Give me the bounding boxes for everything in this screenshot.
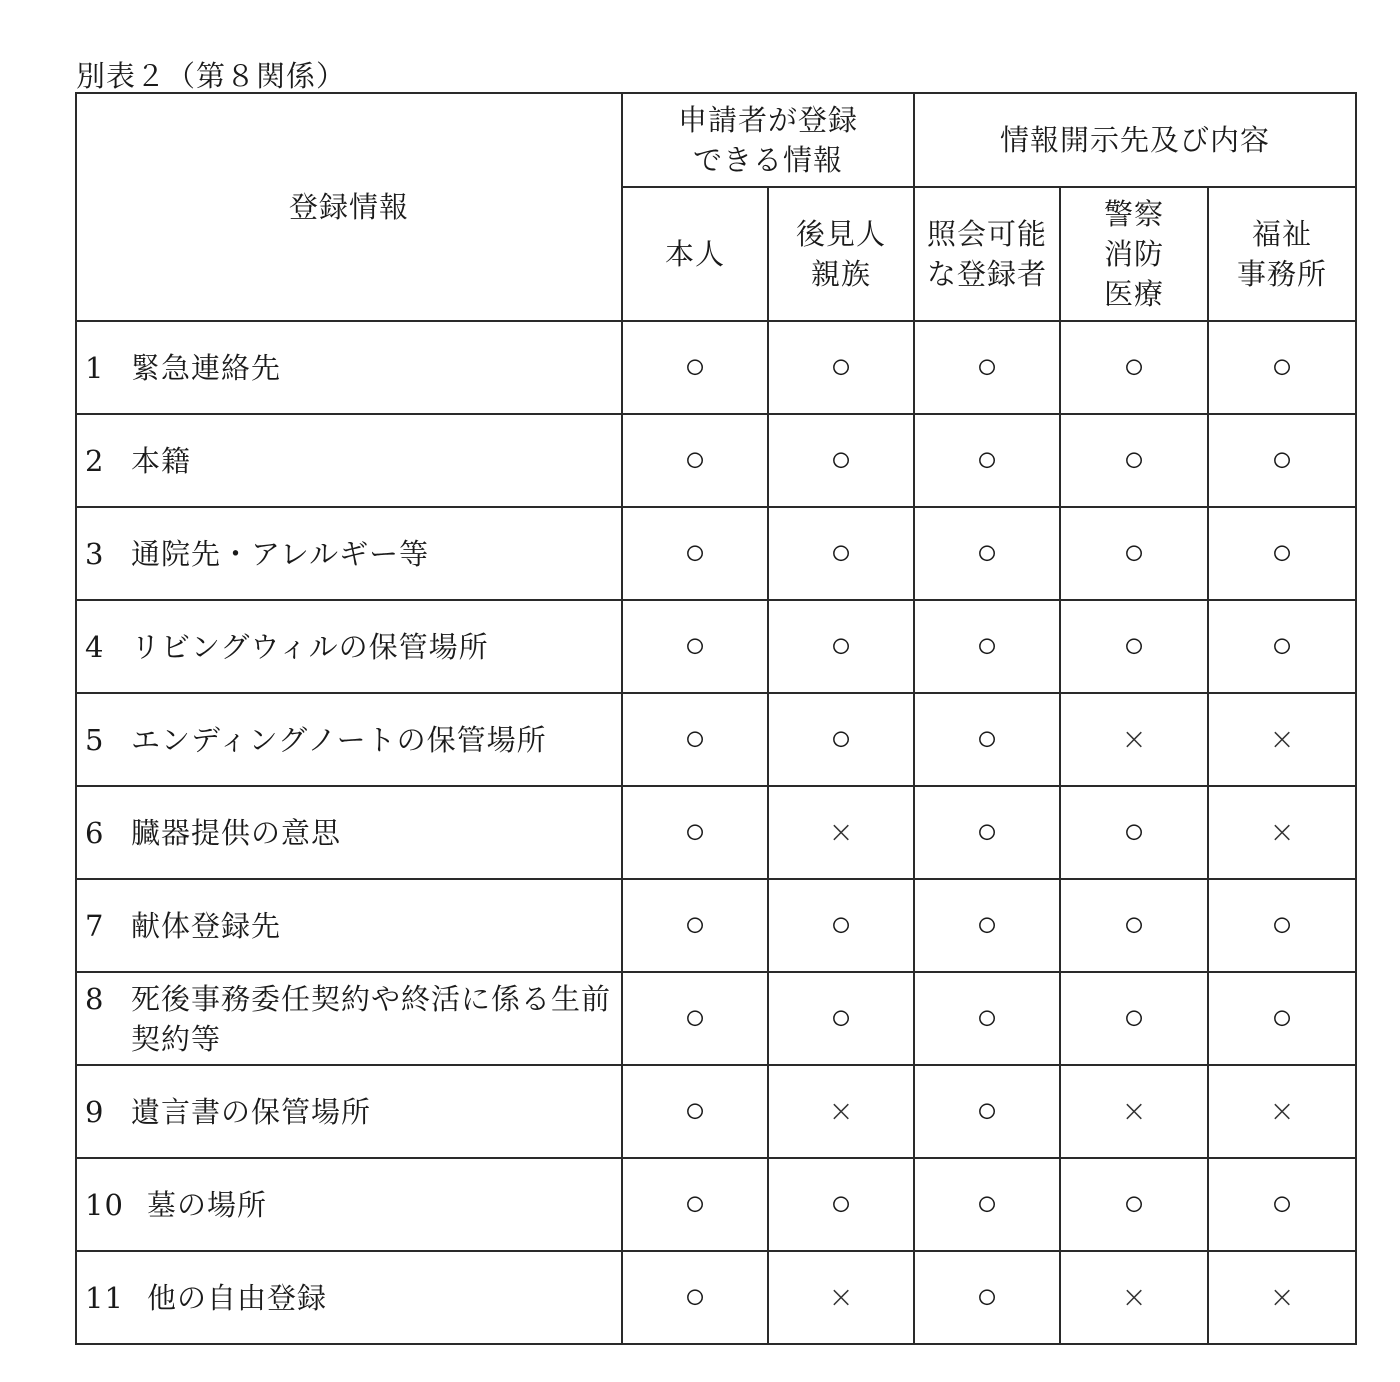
circle-mark: ○ [1271, 346, 1293, 387]
mark-cell [1208, 972, 1356, 1065]
item-number: 2 [85, 443, 105, 478]
circle-mark: ○ [1271, 532, 1293, 573]
header-applicant-group [622, 93, 914, 187]
table-row [76, 600, 1356, 693]
item-number: 3 [85, 536, 105, 571]
registration-info-table [75, 92, 1357, 1345]
circle-mark: ○ [976, 997, 998, 1038]
mark-cell [914, 1158, 1060, 1251]
circle-mark: ○ [976, 439, 998, 480]
item [83, 441, 621, 481]
circle-mark: ○ [684, 439, 706, 480]
table-row [76, 507, 1356, 600]
table-row [76, 786, 1356, 879]
mark-cell [1060, 786, 1208, 879]
item-cell [76, 1251, 622, 1344]
mark-cell [1060, 507, 1208, 600]
mark-cell [1208, 879, 1356, 972]
cross-mark: × [1269, 1094, 1295, 1129]
mark-cell [1208, 1065, 1356, 1158]
header-col-police: 警察 消防 医療 [1060, 187, 1208, 321]
mark-cell [914, 693, 1060, 786]
table-row [76, 1065, 1356, 1158]
item [83, 720, 621, 760]
item-number: 9 [85, 1094, 105, 1129]
item-cell [76, 693, 622, 786]
cross-mark: × [1269, 722, 1295, 757]
item-number: 6 [85, 815, 105, 850]
item [83, 1278, 621, 1318]
mark-cell [914, 1065, 1060, 1158]
item-label: 献体登録先 [131, 908, 282, 943]
item-cell [76, 507, 622, 600]
mark-cell [768, 879, 914, 972]
item [83, 1092, 621, 1132]
circle-mark: ○ [684, 1183, 706, 1224]
mark-cell [768, 786, 914, 879]
circle-mark: ○ [684, 718, 706, 759]
mark-cell [622, 693, 768, 786]
mark-cell [914, 414, 1060, 507]
item-cell [76, 414, 622, 507]
item-label: 通院先・アレルギー等 [131, 536, 430, 571]
circle-mark: ○ [1271, 439, 1293, 480]
table-row [76, 1158, 1356, 1251]
circle-mark: ○ [976, 1183, 998, 1224]
mark-cell [914, 600, 1060, 693]
item-label: エンディングノートの保管場所 [131, 722, 547, 757]
item-number: 4 [85, 629, 105, 664]
mark-cell [768, 414, 914, 507]
item-label: 緊急連絡先 [131, 350, 282, 385]
mark-cell [914, 879, 1060, 972]
mark-cell [914, 1251, 1060, 1344]
circle-mark: ○ [976, 625, 998, 666]
item-number: 8 [85, 981, 105, 1016]
mark-cell [1060, 1158, 1208, 1251]
circle-mark: ○ [684, 532, 706, 573]
mark-cell [1208, 321, 1356, 414]
header-registered-info: 登録情報 [76, 93, 622, 321]
circle-mark: ○ [1123, 532, 1145, 573]
item-label: 他の自由登録 [147, 1280, 328, 1315]
mark-cell [622, 414, 768, 507]
mark-cell [768, 321, 914, 414]
mark-cell [768, 972, 914, 1065]
circle-mark: ○ [684, 1090, 706, 1131]
circle-mark: ○ [976, 346, 998, 387]
mark-cell [914, 786, 1060, 879]
mark-cell [622, 600, 768, 693]
circle-mark: ○ [684, 1276, 706, 1317]
header-col-registrant: 照会可能 な登録者 [914, 187, 1060, 321]
circle-mark: ○ [1271, 625, 1293, 666]
table-row [76, 879, 1356, 972]
header-applicant-group-line-1: 申請者が登録 [678, 103, 859, 137]
mark-cell [1060, 1065, 1208, 1158]
circle-mark: ○ [684, 625, 706, 666]
mark-cell [768, 1065, 914, 1158]
mark-cell [1060, 693, 1208, 786]
item-cell [76, 1065, 622, 1158]
table-row [76, 321, 1356, 414]
item-number: 7 [85, 908, 105, 943]
mark-cell [768, 507, 914, 600]
circle-mark: ○ [830, 904, 852, 945]
item [83, 627, 621, 667]
mark-cell [768, 1251, 914, 1344]
item-number: 5 [85, 722, 105, 757]
item-label: リビングウィルの保管場所 [131, 629, 489, 664]
mark-cell [768, 693, 914, 786]
circle-mark: ○ [1123, 811, 1145, 852]
circle-mark: ○ [830, 997, 852, 1038]
header-col-guardian: 後見人 親族 [768, 187, 914, 321]
mark-cell [914, 972, 1060, 1065]
circle-mark: ○ [1123, 997, 1145, 1038]
circle-mark: ○ [830, 346, 852, 387]
circle-mark: ○ [1271, 904, 1293, 945]
item-cell [76, 1158, 622, 1251]
circle-mark: ○ [976, 811, 998, 852]
item [83, 906, 621, 946]
circle-mark: ○ [976, 1090, 998, 1131]
circle-mark: ○ [830, 439, 852, 480]
header-disclosure-group: 情報開示先及び内容 [914, 93, 1356, 187]
circle-mark: ○ [684, 904, 706, 945]
circle-mark: ○ [976, 904, 998, 945]
circle-mark: ○ [1123, 439, 1145, 480]
header-applicant-group-line-2: できる情報 [693, 143, 844, 177]
mark-cell [1208, 1158, 1356, 1251]
circle-mark: ○ [1271, 1183, 1293, 1224]
item-cell [76, 972, 622, 1065]
cross-mark: × [1121, 1280, 1147, 1315]
mark-cell [1208, 1251, 1356, 1344]
circle-mark: ○ [830, 532, 852, 573]
item-number: 11 [85, 1280, 124, 1315]
mark-cell [622, 321, 768, 414]
circle-mark: ○ [976, 1276, 998, 1317]
header-col-self: 本人 [622, 187, 768, 321]
circle-mark: ○ [830, 625, 852, 666]
circle-mark: ○ [684, 346, 706, 387]
item-number: 1 [85, 350, 105, 385]
cross-mark: × [828, 1280, 854, 1315]
item [83, 979, 621, 1059]
circle-mark: ○ [976, 718, 998, 759]
cross-mark: × [1269, 815, 1295, 850]
circle-mark: ○ [1123, 1183, 1145, 1224]
item [83, 534, 621, 574]
mark-cell [768, 1158, 914, 1251]
item-label: 遺言書の保管場所 [131, 1094, 372, 1129]
circle-mark: ○ [1123, 904, 1145, 945]
mark-cell [914, 321, 1060, 414]
circle-mark: ○ [684, 997, 706, 1038]
item-number: 10 [85, 1187, 124, 1222]
mark-cell [1208, 786, 1356, 879]
mark-cell [622, 1251, 768, 1344]
item-cell [76, 879, 622, 972]
item-label: 死後事務委任契約や終活に係る生前契約等 [131, 981, 612, 1056]
table-caption: 別表２（第８関係） [76, 59, 347, 93]
mark-cell [1208, 507, 1356, 600]
circle-mark: ○ [684, 811, 706, 852]
mark-cell [1208, 600, 1356, 693]
item-label: 臓器提供の意思 [131, 815, 342, 850]
cross-mark: × [828, 815, 854, 850]
mark-cell [1060, 879, 1208, 972]
header-col-welfare: 福祉 事務所 [1208, 187, 1356, 321]
mark-cell [914, 507, 1060, 600]
mark-cell [1060, 600, 1208, 693]
item-label: 墓の場所 [147, 1187, 268, 1222]
mark-cell [1060, 1251, 1208, 1344]
item [83, 348, 621, 388]
mark-cell [1060, 972, 1208, 1065]
circle-mark: ○ [1123, 625, 1145, 666]
mark-cell [1208, 414, 1356, 507]
table-row [76, 972, 1356, 1065]
circle-mark: ○ [1123, 346, 1145, 387]
table-row [76, 693, 1356, 786]
cross-mark: × [828, 1094, 854, 1129]
item-label: 本籍 [131, 443, 192, 478]
mark-cell [622, 786, 768, 879]
circle-mark: ○ [1271, 997, 1293, 1038]
circle-mark: ○ [830, 718, 852, 759]
circle-mark: ○ [976, 532, 998, 573]
mark-cell [622, 507, 768, 600]
table-row [76, 414, 1356, 507]
mark-cell [1060, 321, 1208, 414]
header-row-1 [76, 93, 1356, 187]
item [83, 1185, 621, 1225]
mark-cell [1060, 414, 1208, 507]
mark-cell [768, 600, 914, 693]
item [83, 813, 621, 853]
item-cell [76, 600, 622, 693]
cross-mark: × [1121, 1094, 1147, 1129]
table-row [76, 1251, 1356, 1344]
mark-cell [622, 1065, 768, 1158]
mark-cell [622, 972, 768, 1065]
cross-mark: × [1121, 722, 1147, 757]
mark-cell [1208, 693, 1356, 786]
item-cell [76, 786, 622, 879]
circle-mark: ○ [830, 1183, 852, 1224]
mark-cell [622, 879, 768, 972]
cross-mark: × [1269, 1280, 1295, 1315]
item-cell [76, 321, 622, 414]
mark-cell [622, 1158, 768, 1251]
